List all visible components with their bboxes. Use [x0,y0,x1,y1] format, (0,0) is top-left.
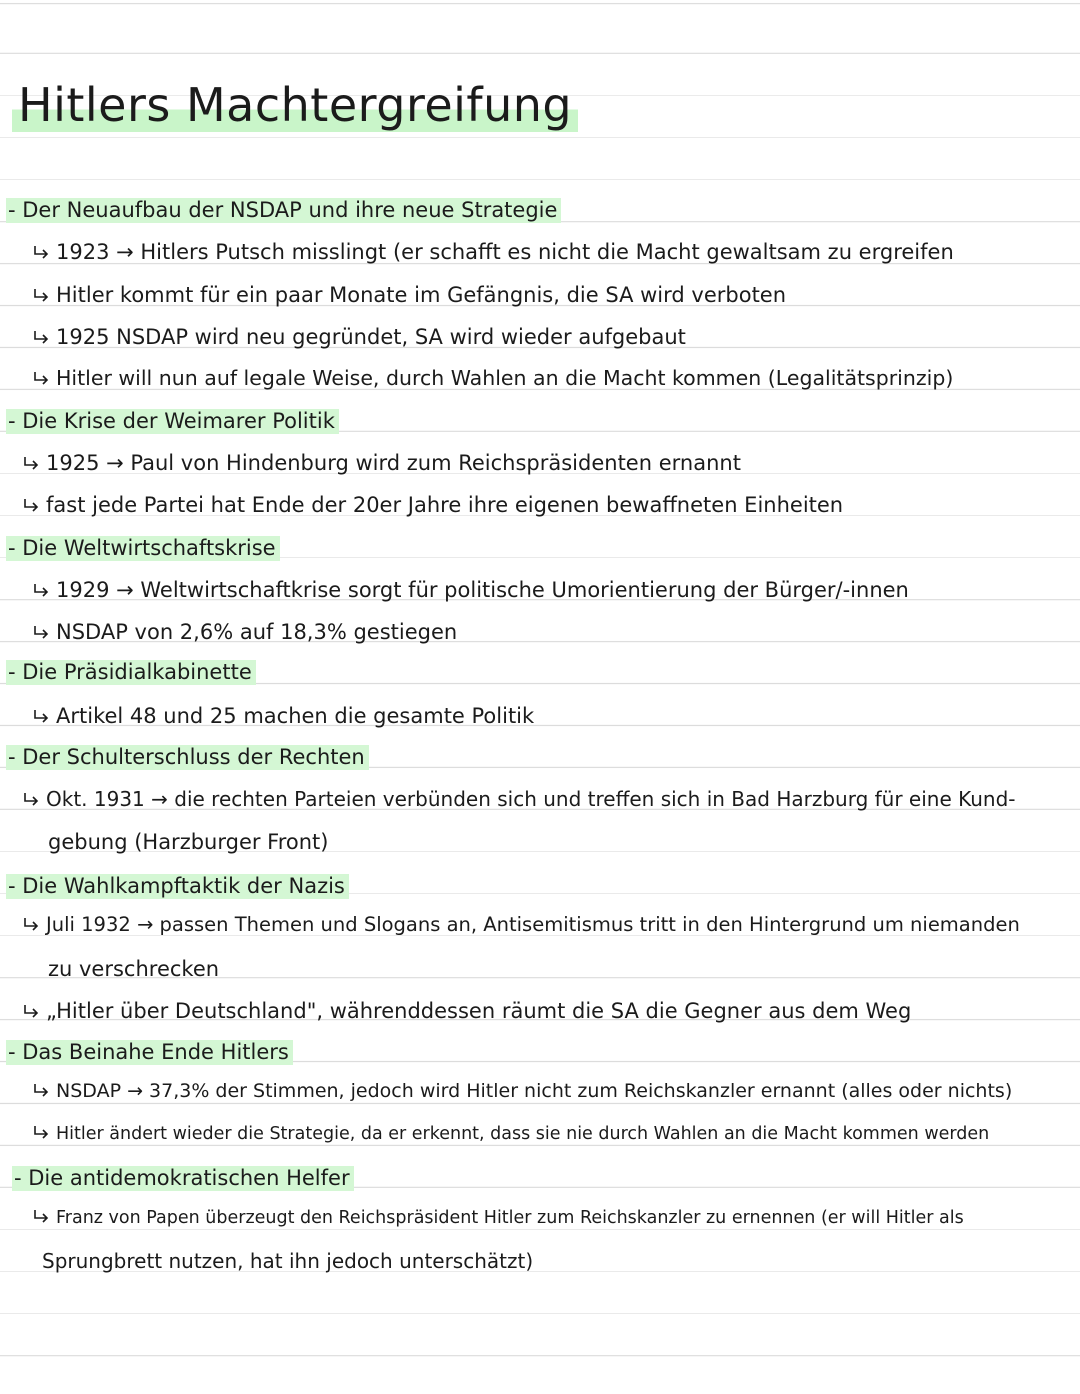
bullet-line: Artikel 48 und 25 machen die gesamte Politik [32,704,534,728]
arrow-icon [22,456,40,470]
section-heading: - Die antidemokratischen Helfer [12,1166,354,1190]
arrow-icon [22,1004,40,1018]
continuation-line: zu verschrecken [48,957,220,981]
arrow-icon [32,583,50,597]
arrow-icon [32,709,50,723]
bullet-line: NSDAP von 2,6% auf 18,3% gestiegen [32,620,457,644]
bullet-line: 1929 → Weltwirtschaftkrise sorgt für politische Umorientierung der Bürger/-innen [32,578,909,602]
bullet-line: Hitler ändert wieder die Strategie, da er erkennt, dass sie nie durch Wahlen an die Macht kommen werden [32,1124,989,1144]
bullet-line: Hitler will nun auf legale Weise, durch Wahlen an die Macht kommen (Legalitätsprinzip) [32,367,953,391]
bullet-line: fast jede Partei hat Ende der 20er Jahre ihre eigenen bewaffneten Einheiten [22,493,843,517]
arrow-icon [32,1083,50,1097]
bullet-line: 1925 → Paul von Hindenburg wird zum Reichspräsidenten ernannt [22,451,741,475]
arrow-icon [32,371,50,385]
section-heading: - Die Krise der Weimarer Politik [6,409,339,433]
section-heading: - Die Wahlkampftaktik der Nazis [6,874,349,898]
arrow-icon [32,1125,50,1139]
bullet-line: Franz von Papen überzeugt den Reichspräsident Hitler zum Reichskanzler zu ernennen (er will Hitler als [32,1208,964,1228]
arrow-icon [22,498,40,512]
arrow-icon [32,288,50,302]
arrow-icon [22,792,40,806]
title-text: Hitlers Machtergreifung [12,78,578,132]
section-heading: - Der Schulterschluss der Rechten [6,745,369,769]
arrow-icon [32,1209,50,1223]
page-title [12,80,578,131]
bullet-line: Hitler kommt für ein paar Monate im Gefängnis, die SA wird verboten [32,283,786,307]
section-heading: - Das Beinahe Ende Hitlers [6,1040,293,1064]
section-heading: - Die Weltwirtschaftskrise [6,536,280,560]
section-heading: - Die Präsidialkabinette [6,660,256,684]
arrow-icon [22,917,40,931]
continuation-line: Sprungbrett nutzen, hat ihn jedoch unterschätzt) [42,1249,534,1273]
bullet-line: Juli 1932 → passen Themen und Slogans an, Antisemitismus tritt in den Hintergrund um niemanden [22,914,1020,936]
bullet-line: NSDAP → 37,3% der Stimmen, jedoch wird Hitler nicht zum Reichskanzler ernannt (alles oder nichts) [32,1081,1012,1103]
bullet-line: Okt. 1931 → die rechten Parteien verbünden sich und treffen sich in Bad Harzburg für eine Kund- [22,788,1016,811]
continuation-line: gebung (Harzburger Front) [48,830,329,854]
bullet-line: 1923 → Hitlers Putsch misslingt (er schafft es nicht die Macht gewaltsam zu ergreifen [32,240,954,264]
arrow-icon [32,625,50,639]
bullet-line: „Hitler über Deutschland", währenddessen räumt die SA die Gegner aus dem Weg [22,999,911,1023]
section-heading: - Der Neuaufbau der NSDAP und ihre neue Strategie [6,198,561,222]
arrow-icon [32,245,50,259]
arrow-icon [32,330,50,344]
bullet-line: 1925 NSDAP wird neu gegründet, SA wird wieder aufgebaut [32,325,686,349]
